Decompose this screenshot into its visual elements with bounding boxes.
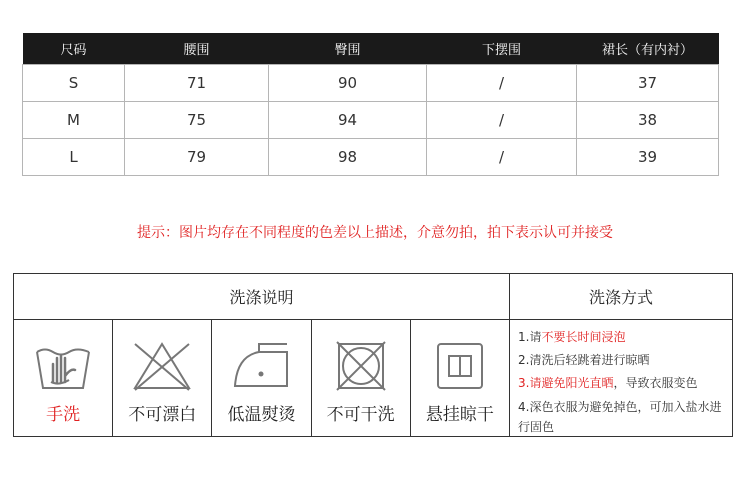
low-iron-icon <box>229 338 293 394</box>
wash-instructions-title: 洗涤说明 <box>14 274 510 320</box>
wash-methods-title: 洗涤方式 <box>510 274 732 320</box>
size-table-header-row <box>23 33 719 65</box>
care-cell-hang-dry <box>411 320 510 436</box>
cell-length: 39 <box>577 139 719 176</box>
care-cell-no-dry-clean <box>312 320 411 436</box>
cell-length: 38 <box>577 102 719 139</box>
cell-hip: 90 <box>269 65 427 102</box>
care-label-hand-wash: 手洗 <box>46 405 81 425</box>
header-hip: 臀围 <box>269 33 427 65</box>
header-hem: 下摆围 <box>427 33 577 65</box>
cell-size: S <box>23 65 125 102</box>
table-row <box>23 102 719 139</box>
no-dry-clean-icon <box>329 338 393 394</box>
cell-hem: / <box>427 139 577 176</box>
wash-care-table <box>13 273 733 437</box>
care-cell-hand-wash <box>14 320 113 436</box>
no-bleach-icon <box>127 338 197 394</box>
cell-length: 37 <box>577 65 719 102</box>
method-item-4: 4.深色衣服为避免掉色，可加入盐水进行固色 <box>518 400 722 434</box>
method-item-3: 3.请避免阳光直晒，导致衣服变色 <box>518 376 698 390</box>
hand-wash-icon <box>31 338 95 394</box>
cell-size: L <box>23 139 125 176</box>
care-cell-low-iron <box>212 320 311 436</box>
care-label-no-bleach: 不可漂白 <box>128 405 197 425</box>
care-cell-no-bleach <box>113 320 212 436</box>
cell-hip: 98 <box>269 139 427 176</box>
color-difference-tip: 提示：图片均存在不同程度的色差以上描述，介意勿拍，拍下表示认可并接受 <box>137 225 613 241</box>
care-label-no-dry-clean: 不可干洗 <box>326 405 395 425</box>
cell-waist: 75 <box>125 102 269 139</box>
table-row <box>23 139 719 176</box>
wash-methods-list <box>510 320 732 436</box>
care-label-hang-dry: 悬挂晾干 <box>425 405 494 425</box>
hang-dry-icon <box>428 338 492 394</box>
cell-hem: / <box>427 102 577 139</box>
care-icons-row <box>14 320 510 436</box>
cell-waist: 79 <box>125 139 269 176</box>
header-size: 尺码 <box>23 33 125 65</box>
table-row <box>23 65 719 102</box>
cell-hip: 94 <box>269 102 427 139</box>
care-label-low-iron: 低温熨烫 <box>227 405 296 425</box>
method-item-1: 1.请不要长时间浸泡 <box>518 330 626 344</box>
cell-size: M <box>23 102 125 139</box>
cell-hem: / <box>427 65 577 102</box>
header-waist: 腰围 <box>125 33 269 65</box>
cell-waist: 71 <box>125 65 269 102</box>
size-table <box>22 33 719 176</box>
method-item-2: 2.清洗后轻跳着进行晾晒 <box>518 353 650 367</box>
header-length: 裙长（有内衬） <box>577 33 719 65</box>
